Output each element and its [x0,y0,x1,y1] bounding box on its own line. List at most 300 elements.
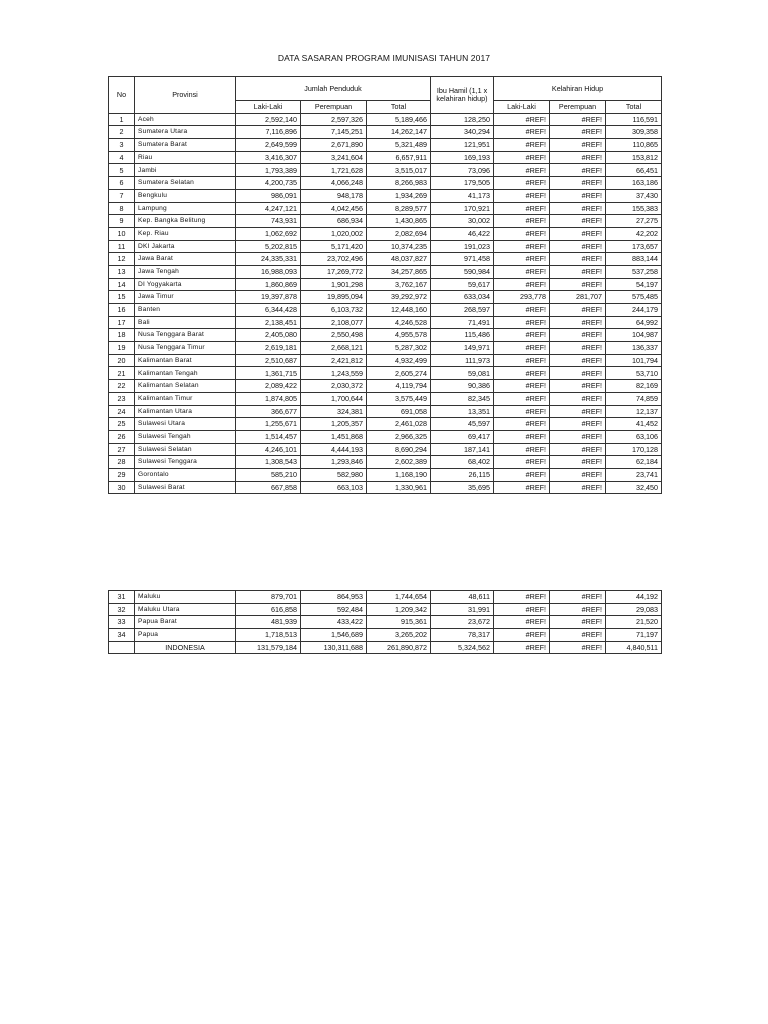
table-body-page-1 [109,113,662,494]
row-kelahiran-laki-laki: #REF! [494,189,550,202]
row-kelahiran-perempuan: #REF! [550,240,606,253]
row-penduduk-total: 8,289,577 [367,202,431,215]
table-row [109,342,662,355]
row-provinsi: Papua Barat [135,616,236,629]
row-penduduk-total: 48,037,827 [367,253,431,266]
row-penduduk-laki-laki: 5,202,815 [236,240,301,253]
row-no: 13 [109,265,135,278]
row-no: 6 [109,177,135,190]
row-kelahiran-laki-laki: #REF! [494,316,550,329]
row-ibu-hamil: 90,386 [431,380,494,393]
row-penduduk-laki-laki: 366,677 [236,405,301,418]
row-penduduk-total: 1,330,961 [367,481,431,494]
row-kelahiran-total: 136,337 [606,342,662,355]
row-provinsi: Kalimantan Barat [135,354,236,367]
row-penduduk-total: 5,287,302 [367,342,431,355]
table-row [109,468,662,481]
row-no: 15 [109,291,135,304]
total-row [109,641,662,654]
row-penduduk-perempuan: 7,145,251 [301,126,367,139]
row-kelahiran-laki-laki: #REF! [494,329,550,342]
row-ibu-hamil: 48,611 [431,591,494,604]
row-kelahiran-total: 32,450 [606,481,662,494]
row-penduduk-perempuan: 2,030,372 [301,380,367,393]
row-provinsi: Bengkulu [135,189,236,202]
row-kelahiran-laki-laki: #REF! [494,481,550,494]
row-no: 21 [109,367,135,380]
row-kelahiran-laki-laki: #REF! [494,342,550,355]
row-penduduk-perempuan: 582,980 [301,468,367,481]
row-penduduk-laki-laki: 4,247,121 [236,202,301,215]
row-kelahiran-laki-laki: #REF! [494,443,550,456]
row-penduduk-total: 14,262,147 [367,126,431,139]
row-ibu-hamil: 191,023 [431,240,494,253]
row-penduduk-perempuan: 19,895,094 [301,291,367,304]
row-kelahiran-total: 101,794 [606,354,662,367]
row-kelahiran-perempuan: #REF! [550,278,606,291]
row-no: 16 [109,304,135,317]
row-penduduk-perempuan: 324,381 [301,405,367,418]
row-kelahiran-total: 54,197 [606,278,662,291]
row-no: 17 [109,316,135,329]
row-no: 34 [109,629,135,642]
row-kelahiran-total: 29,083 [606,603,662,616]
row-ibu-hamil: 590,984 [431,265,494,278]
row-penduduk-total: 8,266,983 [367,177,431,190]
row-no: 19 [109,342,135,355]
row-penduduk-perempuan: 2,108,077 [301,316,367,329]
row-kelahiran-laki-laki: #REF! [494,177,550,190]
row-penduduk-laki-laki: 7,116,896 [236,126,301,139]
row-penduduk-perempuan: 1,020,002 [301,227,367,240]
row-penduduk-laki-laki: 4,246,101 [236,443,301,456]
row-kelahiran-laki-laki: #REF! [494,151,550,164]
immunization-target-table [108,76,662,494]
total-penduduk-laki-laki: 131,579,184 [236,641,301,654]
row-kelahiran-perempuan: #REF! [550,481,606,494]
row-no: 14 [109,278,135,291]
row-kelahiran-laki-laki: #REF! [494,616,550,629]
table-row [109,603,662,616]
row-ibu-hamil: 121,951 [431,139,494,152]
row-penduduk-total: 2,966,325 [367,430,431,443]
row-kelahiran-perempuan: #REF! [550,164,606,177]
total-kelahiran-perempuan: #REF! [550,641,606,654]
row-penduduk-laki-laki: 16,988,093 [236,265,301,278]
row-penduduk-perempuan: 1,243,559 [301,367,367,380]
row-penduduk-total: 1,744,654 [367,591,431,604]
row-penduduk-perempuan: 592,484 [301,603,367,616]
row-penduduk-laki-laki: 6,344,428 [236,304,301,317]
header-provinsi: Provinsi [135,77,236,114]
row-kelahiran-total: 37,430 [606,189,662,202]
row-kelahiran-perempuan: 281,707 [550,291,606,304]
row-no: 10 [109,227,135,240]
row-kelahiran-laki-laki: #REF! [494,603,550,616]
row-provinsi: Kep. Riau [135,227,236,240]
row-provinsi: Kalimantan Utara [135,405,236,418]
row-penduduk-total: 4,955,578 [367,329,431,342]
table-row [109,418,662,431]
row-penduduk-perempuan: 864,953 [301,591,367,604]
row-kelahiran-total: 41,452 [606,418,662,431]
row-penduduk-laki-laki: 667,858 [236,481,301,494]
row-kelahiran-total: 66,451 [606,164,662,177]
row-kelahiran-perempuan: #REF! [550,202,606,215]
row-penduduk-laki-laki: 743,931 [236,215,301,228]
row-kelahiran-perempuan: #REF! [550,215,606,228]
row-kelahiran-total: 104,987 [606,329,662,342]
row-penduduk-perempuan: 5,171,420 [301,240,367,253]
row-kelahiran-perempuan: #REF! [550,591,606,604]
row-penduduk-laki-laki: 879,701 [236,591,301,604]
row-kelahiran-perempuan: #REF! [550,468,606,481]
row-provinsi: Sulawesi Tengah [135,430,236,443]
row-penduduk-total: 10,374,235 [367,240,431,253]
row-ibu-hamil: 268,597 [431,304,494,317]
row-penduduk-laki-laki: 4,200,735 [236,177,301,190]
row-penduduk-laki-laki: 1,514,457 [236,430,301,443]
row-kelahiran-perempuan: #REF! [550,151,606,164]
table-row [109,113,662,126]
row-penduduk-laki-laki: 24,335,331 [236,253,301,266]
table-row [109,265,662,278]
row-penduduk-perempuan: 2,597,326 [301,113,367,126]
row-penduduk-perempuan: 1,700,644 [301,392,367,405]
row-kelahiran-laki-laki: #REF! [494,265,550,278]
row-penduduk-total: 3,575,449 [367,392,431,405]
row-ibu-hamil: 31,991 [431,603,494,616]
row-kelahiran-laki-laki: #REF! [494,591,550,604]
row-no: 26 [109,430,135,443]
row-penduduk-total: 691,058 [367,405,431,418]
table-row [109,304,662,317]
row-no: 28 [109,456,135,469]
row-kelahiran-total: 12,137 [606,405,662,418]
header-penduduk-total: Total [367,101,431,114]
row-penduduk-perempuan: 4,066,248 [301,177,367,190]
row-penduduk-total: 4,246,528 [367,316,431,329]
table-row [109,189,662,202]
row-no: 27 [109,443,135,456]
row-kelahiran-perempuan: #REF! [550,456,606,469]
row-penduduk-perempuan: 686,934 [301,215,367,228]
row-penduduk-perempuan: 4,042,456 [301,202,367,215]
row-penduduk-laki-laki: 585,210 [236,468,301,481]
row-provinsi: Aceh [135,113,236,126]
row-provinsi: Jawa Timur [135,291,236,304]
table-row [109,443,662,456]
row-kelahiran-laki-laki: #REF! [494,227,550,240]
row-provinsi: Jawa Tengah [135,265,236,278]
row-kelahiran-total: 62,184 [606,456,662,469]
total-label: INDONESIA [135,641,236,654]
row-ibu-hamil: 971,458 [431,253,494,266]
row-penduduk-total: 1,168,190 [367,468,431,481]
row-kelahiran-total: 116,591 [606,113,662,126]
table-row [109,591,662,604]
row-penduduk-perempuan: 663,103 [301,481,367,494]
row-penduduk-perempuan: 1,546,689 [301,629,367,642]
row-no: 8 [109,202,135,215]
row-ibu-hamil: 169,193 [431,151,494,164]
row-penduduk-laki-laki: 19,397,878 [236,291,301,304]
row-ibu-hamil: 23,672 [431,616,494,629]
row-penduduk-perempuan: 1,721,628 [301,164,367,177]
row-penduduk-perempuan: 2,421,812 [301,354,367,367]
row-kelahiran-laki-laki: #REF! [494,392,550,405]
row-ibu-hamil: 73,096 [431,164,494,177]
row-penduduk-laki-laki: 2,138,451 [236,316,301,329]
row-kelahiran-perempuan: #REF! [550,189,606,202]
row-penduduk-perempuan: 1,293,846 [301,456,367,469]
header-kelahiran-hidup: Kelahiran Hidup [494,77,662,101]
row-no: 3 [109,139,135,152]
row-penduduk-laki-laki: 1,308,543 [236,456,301,469]
row-kelahiran-laki-laki: #REF! [494,367,550,380]
row-kelahiran-perempuan: #REF! [550,316,606,329]
row-provinsi: Kalimantan Tengah [135,367,236,380]
row-penduduk-perempuan: 948,178 [301,189,367,202]
header-kelahiran-total: Total [606,101,662,114]
table-row [109,253,662,266]
total-ibu-hamil: 5,324,562 [431,641,494,654]
row-ibu-hamil: 179,505 [431,177,494,190]
row-no: 1 [109,113,135,126]
row-penduduk-total: 1,934,269 [367,189,431,202]
row-provinsi: Jawa Barat [135,253,236,266]
row-provinsi: Jambi [135,164,236,177]
row-provinsi: Nusa Tenggara Timur [135,342,236,355]
row-penduduk-perempuan: 1,901,298 [301,278,367,291]
row-kelahiran-laki-laki: #REF! [494,354,550,367]
table-body-page-2 [109,591,662,654]
row-provinsi: Banten [135,304,236,317]
row-kelahiran-perempuan: #REF! [550,342,606,355]
row-kelahiran-perempuan: #REF! [550,304,606,317]
row-penduduk-total: 39,292,972 [367,291,431,304]
row-provinsi: Kep. Bangka Belitung [135,215,236,228]
row-penduduk-laki-laki: 2,619,181 [236,342,301,355]
row-ibu-hamil: 82,345 [431,392,494,405]
row-kelahiran-total: 575,485 [606,291,662,304]
total-no [109,641,135,654]
row-provinsi: Sulawesi Tenggara [135,456,236,469]
row-ibu-hamil: 35,695 [431,481,494,494]
row-provinsi: Gorontalo [135,468,236,481]
row-kelahiran-total: 53,710 [606,367,662,380]
row-provinsi: Kalimantan Timur [135,392,236,405]
header-no: No [109,77,135,114]
row-provinsi: Lampung [135,202,236,215]
row-no: 25 [109,418,135,431]
row-kelahiran-perempuan: #REF! [550,367,606,380]
table-row [109,240,662,253]
row-penduduk-total: 915,361 [367,616,431,629]
row-provinsi: Maluku [135,591,236,604]
row-kelahiran-perempuan: #REF! [550,380,606,393]
row-penduduk-laki-laki: 2,592,140 [236,113,301,126]
row-no: 7 [109,189,135,202]
row-kelahiran-perempuan: #REF! [550,392,606,405]
row-kelahiran-total: 309,358 [606,126,662,139]
row-penduduk-total: 1,430,865 [367,215,431,228]
row-kelahiran-total: 163,186 [606,177,662,190]
row-kelahiran-perempuan: #REF! [550,329,606,342]
row-kelahiran-total: 170,128 [606,443,662,456]
row-penduduk-laki-laki: 2,649,599 [236,139,301,152]
row-ibu-hamil: 41,173 [431,189,494,202]
row-no: 11 [109,240,135,253]
row-penduduk-total: 1,209,342 [367,603,431,616]
row-kelahiran-total: 71,197 [606,629,662,642]
row-penduduk-laki-laki: 1,874,805 [236,392,301,405]
row-penduduk-total: 2,602,389 [367,456,431,469]
total-kelahiran-laki-laki: #REF! [494,641,550,654]
row-kelahiran-total: 155,383 [606,202,662,215]
row-kelahiran-perempuan: #REF! [550,139,606,152]
row-penduduk-laki-laki: 1,062,692 [236,227,301,240]
row-penduduk-perempuan: 6,103,732 [301,304,367,317]
row-ibu-hamil: 59,617 [431,278,494,291]
header-penduduk-perempuan: Perempuan [301,101,367,114]
row-kelahiran-total: 64,992 [606,316,662,329]
row-penduduk-total: 2,461,028 [367,418,431,431]
row-provinsi: Nusa Tenggara Barat [135,329,236,342]
page-title: DATA SASARAN PROGRAM IMUNISASI TAHUN 2017 [277,53,491,63]
row-kelahiran-total: 44,192 [606,591,662,604]
table-row [109,629,662,642]
table-row [109,278,662,291]
row-kelahiran-laki-laki: #REF! [494,456,550,469]
row-ibu-hamil: 46,422 [431,227,494,240]
row-kelahiran-perempuan: #REF! [550,265,606,278]
row-kelahiran-total: 173,657 [606,240,662,253]
total-kelahiran-total: 4,840,511 [606,641,662,654]
row-kelahiran-perempuan: #REF! [550,113,606,126]
row-kelahiran-total: 74,859 [606,392,662,405]
row-ibu-hamil: 115,486 [431,329,494,342]
row-provinsi: Sumatera Barat [135,139,236,152]
table-row [109,430,662,443]
row-penduduk-laki-laki: 2,405,080 [236,329,301,342]
row-penduduk-laki-laki: 481,939 [236,616,301,629]
table-row [109,616,662,629]
row-ibu-hamil: 340,294 [431,126,494,139]
row-no: 29 [109,468,135,481]
row-penduduk-laki-laki: 1,793,389 [236,164,301,177]
row-provinsi: Bali [135,316,236,329]
row-penduduk-perempuan: 23,702,496 [301,253,367,266]
row-kelahiran-laki-laki: #REF! [494,629,550,642]
row-kelahiran-laki-laki: #REF! [494,164,550,177]
row-provinsi: Sulawesi Utara [135,418,236,431]
row-ibu-hamil: 13,351 [431,405,494,418]
row-penduduk-total: 3,265,202 [367,629,431,642]
row-kelahiran-laki-laki: #REF! [494,430,550,443]
row-ibu-hamil: 71,491 [431,316,494,329]
row-kelahiran-perempuan: #REF! [550,126,606,139]
row-ibu-hamil: 30,002 [431,215,494,228]
row-ibu-hamil: 26,115 [431,468,494,481]
row-no: 24 [109,405,135,418]
row-provinsi: Riau [135,151,236,164]
row-provinsi: Sulawesi Selatan [135,443,236,456]
row-penduduk-total: 4,932,499 [367,354,431,367]
row-penduduk-total: 6,657,911 [367,151,431,164]
table-row [109,367,662,380]
row-kelahiran-laki-laki: #REF! [494,240,550,253]
row-penduduk-total: 2,605,274 [367,367,431,380]
row-provinsi: Kalimantan Selatan [135,380,236,393]
row-penduduk-laki-laki: 3,416,307 [236,151,301,164]
row-penduduk-laki-laki: 1,361,715 [236,367,301,380]
row-penduduk-laki-laki: 2,089,422 [236,380,301,393]
row-penduduk-laki-laki: 1,718,513 [236,629,301,642]
row-no: 33 [109,616,135,629]
row-no: 5 [109,164,135,177]
row-provinsi: Sulawesi Barat [135,481,236,494]
row-penduduk-perempuan: 2,668,121 [301,342,367,355]
table-row [109,316,662,329]
total-penduduk-perempuan: 130,311,688 [301,641,367,654]
row-ibu-hamil: 69,417 [431,430,494,443]
table-row [109,215,662,228]
header-ibu-hamil: Ibu Hamil (1,1 x kelahiran hidup) [431,77,494,114]
immunization-target-table-continued [108,590,662,654]
row-no: 20 [109,354,135,367]
row-kelahiran-perempuan: #REF! [550,616,606,629]
row-penduduk-laki-laki: 1,860,869 [236,278,301,291]
row-penduduk-perempuan: 1,205,357 [301,418,367,431]
row-kelahiran-total: 244,179 [606,304,662,317]
row-kelahiran-total: 110,865 [606,139,662,152]
table-row [109,481,662,494]
header-jumlah-penduduk: Jumlah Penduduk [236,77,431,101]
row-no: 18 [109,329,135,342]
table-row [109,405,662,418]
row-penduduk-perempuan: 2,671,890 [301,139,367,152]
row-kelahiran-perempuan: #REF! [550,227,606,240]
row-penduduk-perempuan: 4,444,193 [301,443,367,456]
table-row [109,177,662,190]
row-penduduk-perempuan: 433,422 [301,616,367,629]
row-penduduk-total: 5,321,489 [367,139,431,152]
row-provinsi: Papua [135,629,236,642]
row-ibu-hamil: 170,921 [431,202,494,215]
row-kelahiran-total: 23,741 [606,468,662,481]
row-provinsi: DKI Jakarta [135,240,236,253]
table-row [109,227,662,240]
row-ibu-hamil: 111,973 [431,354,494,367]
row-ibu-hamil: 68,402 [431,456,494,469]
row-penduduk-total: 5,189,466 [367,113,431,126]
row-penduduk-total: 3,515,017 [367,164,431,177]
row-kelahiran-perempuan: #REF! [550,629,606,642]
row-kelahiran-perempuan: #REF! [550,418,606,431]
table-row [109,329,662,342]
row-ibu-hamil: 128,250 [431,113,494,126]
row-kelahiran-perempuan: #REF! [550,430,606,443]
row-no: 4 [109,151,135,164]
row-ibu-hamil: 78,317 [431,629,494,642]
row-ibu-hamil: 633,034 [431,291,494,304]
row-kelahiran-laki-laki: 293,778 [494,291,550,304]
header-kelahiran-laki-laki: Laki-Laki [494,101,550,114]
row-penduduk-laki-laki: 2,510,687 [236,354,301,367]
row-kelahiran-laki-laki: #REF! [494,304,550,317]
row-kelahiran-total: 21,520 [606,616,662,629]
